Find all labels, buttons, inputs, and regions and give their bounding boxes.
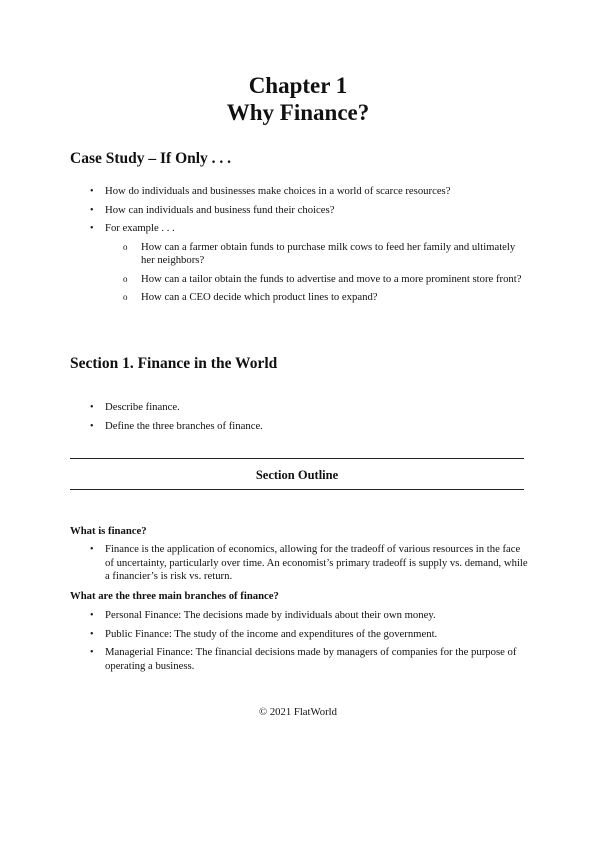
list-item [90,543,530,584]
list-item-text: Managerial Finance: The financial decisions made by managers of companies for the purpose of operating a business. [105,646,517,672]
list-item-text: Personal Finance: The decisions made by individuals about their own money. [105,609,436,621]
sublist-item [123,273,530,287]
list-item [90,222,530,305]
bullet-icon: • [90,628,94,640]
answer-list-2 [90,609,530,678]
answer-list-1 [90,543,530,589]
bullet-icon: • [90,647,94,658]
bullet-icon: • [90,420,94,432]
list-item [90,185,530,199]
list-item-text: How do individuals and businesses make choices in a world of scarce resources? [105,185,451,197]
list-item [90,204,530,218]
sublist-item [123,241,530,268]
bullet-icon: • [90,544,94,555]
example-sublist [123,241,530,305]
list-item [90,609,530,623]
outline-top-rule [70,458,524,459]
case-study-heading: Case Study – If Only . . . [70,150,232,167]
circle-bullet-icon: o [123,241,128,252]
list-item-text: Describe finance. [105,401,180,413]
sublist-item-text: How can a farmer obtain funds to purchase milk cows to feed her family and ultimately her neighbors? [141,240,516,266]
circle-bullet-icon: o [123,292,128,302]
sublist-item [123,291,530,305]
case-study-list [90,185,530,310]
bullet-icon: • [90,186,94,197]
chapter-number: Chapter 1 [248,73,348,98]
bullet-icon: • [90,204,94,216]
chapter-title: Why Finance? [226,100,370,125]
sublist-item-text: How can a CEO decide which product lines to expand? [141,291,378,303]
list-item-text: Define the three branches of finance. [105,419,263,432]
section-1-heading: Section 1. Finance in the World [70,355,278,372]
list-item-text: Public Finance: The study of the income and expenditures of the government. [105,627,438,640]
list-item [90,628,530,642]
bullet-icon: • [90,223,94,234]
bullet-icon: • [90,402,94,413]
outline-bottom-rule [70,489,524,490]
circle-bullet-icon: o [123,273,128,284]
sublist-item-text: How can a tailor obtain the funds to advertise and move to a more prominent store front? [141,272,522,285]
copyright-footer: © 2021 FlatWorld [259,706,337,718]
list-item-text: For example . . . [105,222,175,234]
section-outline-title: Section Outline [255,468,339,482]
list-item [90,401,530,415]
question-branches-of-finance: What are the three main branches of finance? [70,590,279,602]
list-item-text: How can individuals and business fund their choices? [105,203,335,216]
list-item [90,420,530,434]
question-what-is-finance: What is finance? [70,525,147,537]
list-item [90,646,530,673]
bullet-icon: • [90,610,94,621]
learning-objectives-list [90,401,530,438]
list-item-text: Finance is the application of economics, allowing for the tradeoff of various resources in the face of uncertainty, particularly over time. An economist’s primary tradeoff is supply vs. demand, while a financier’s is risk vs. return. [105,543,528,582]
